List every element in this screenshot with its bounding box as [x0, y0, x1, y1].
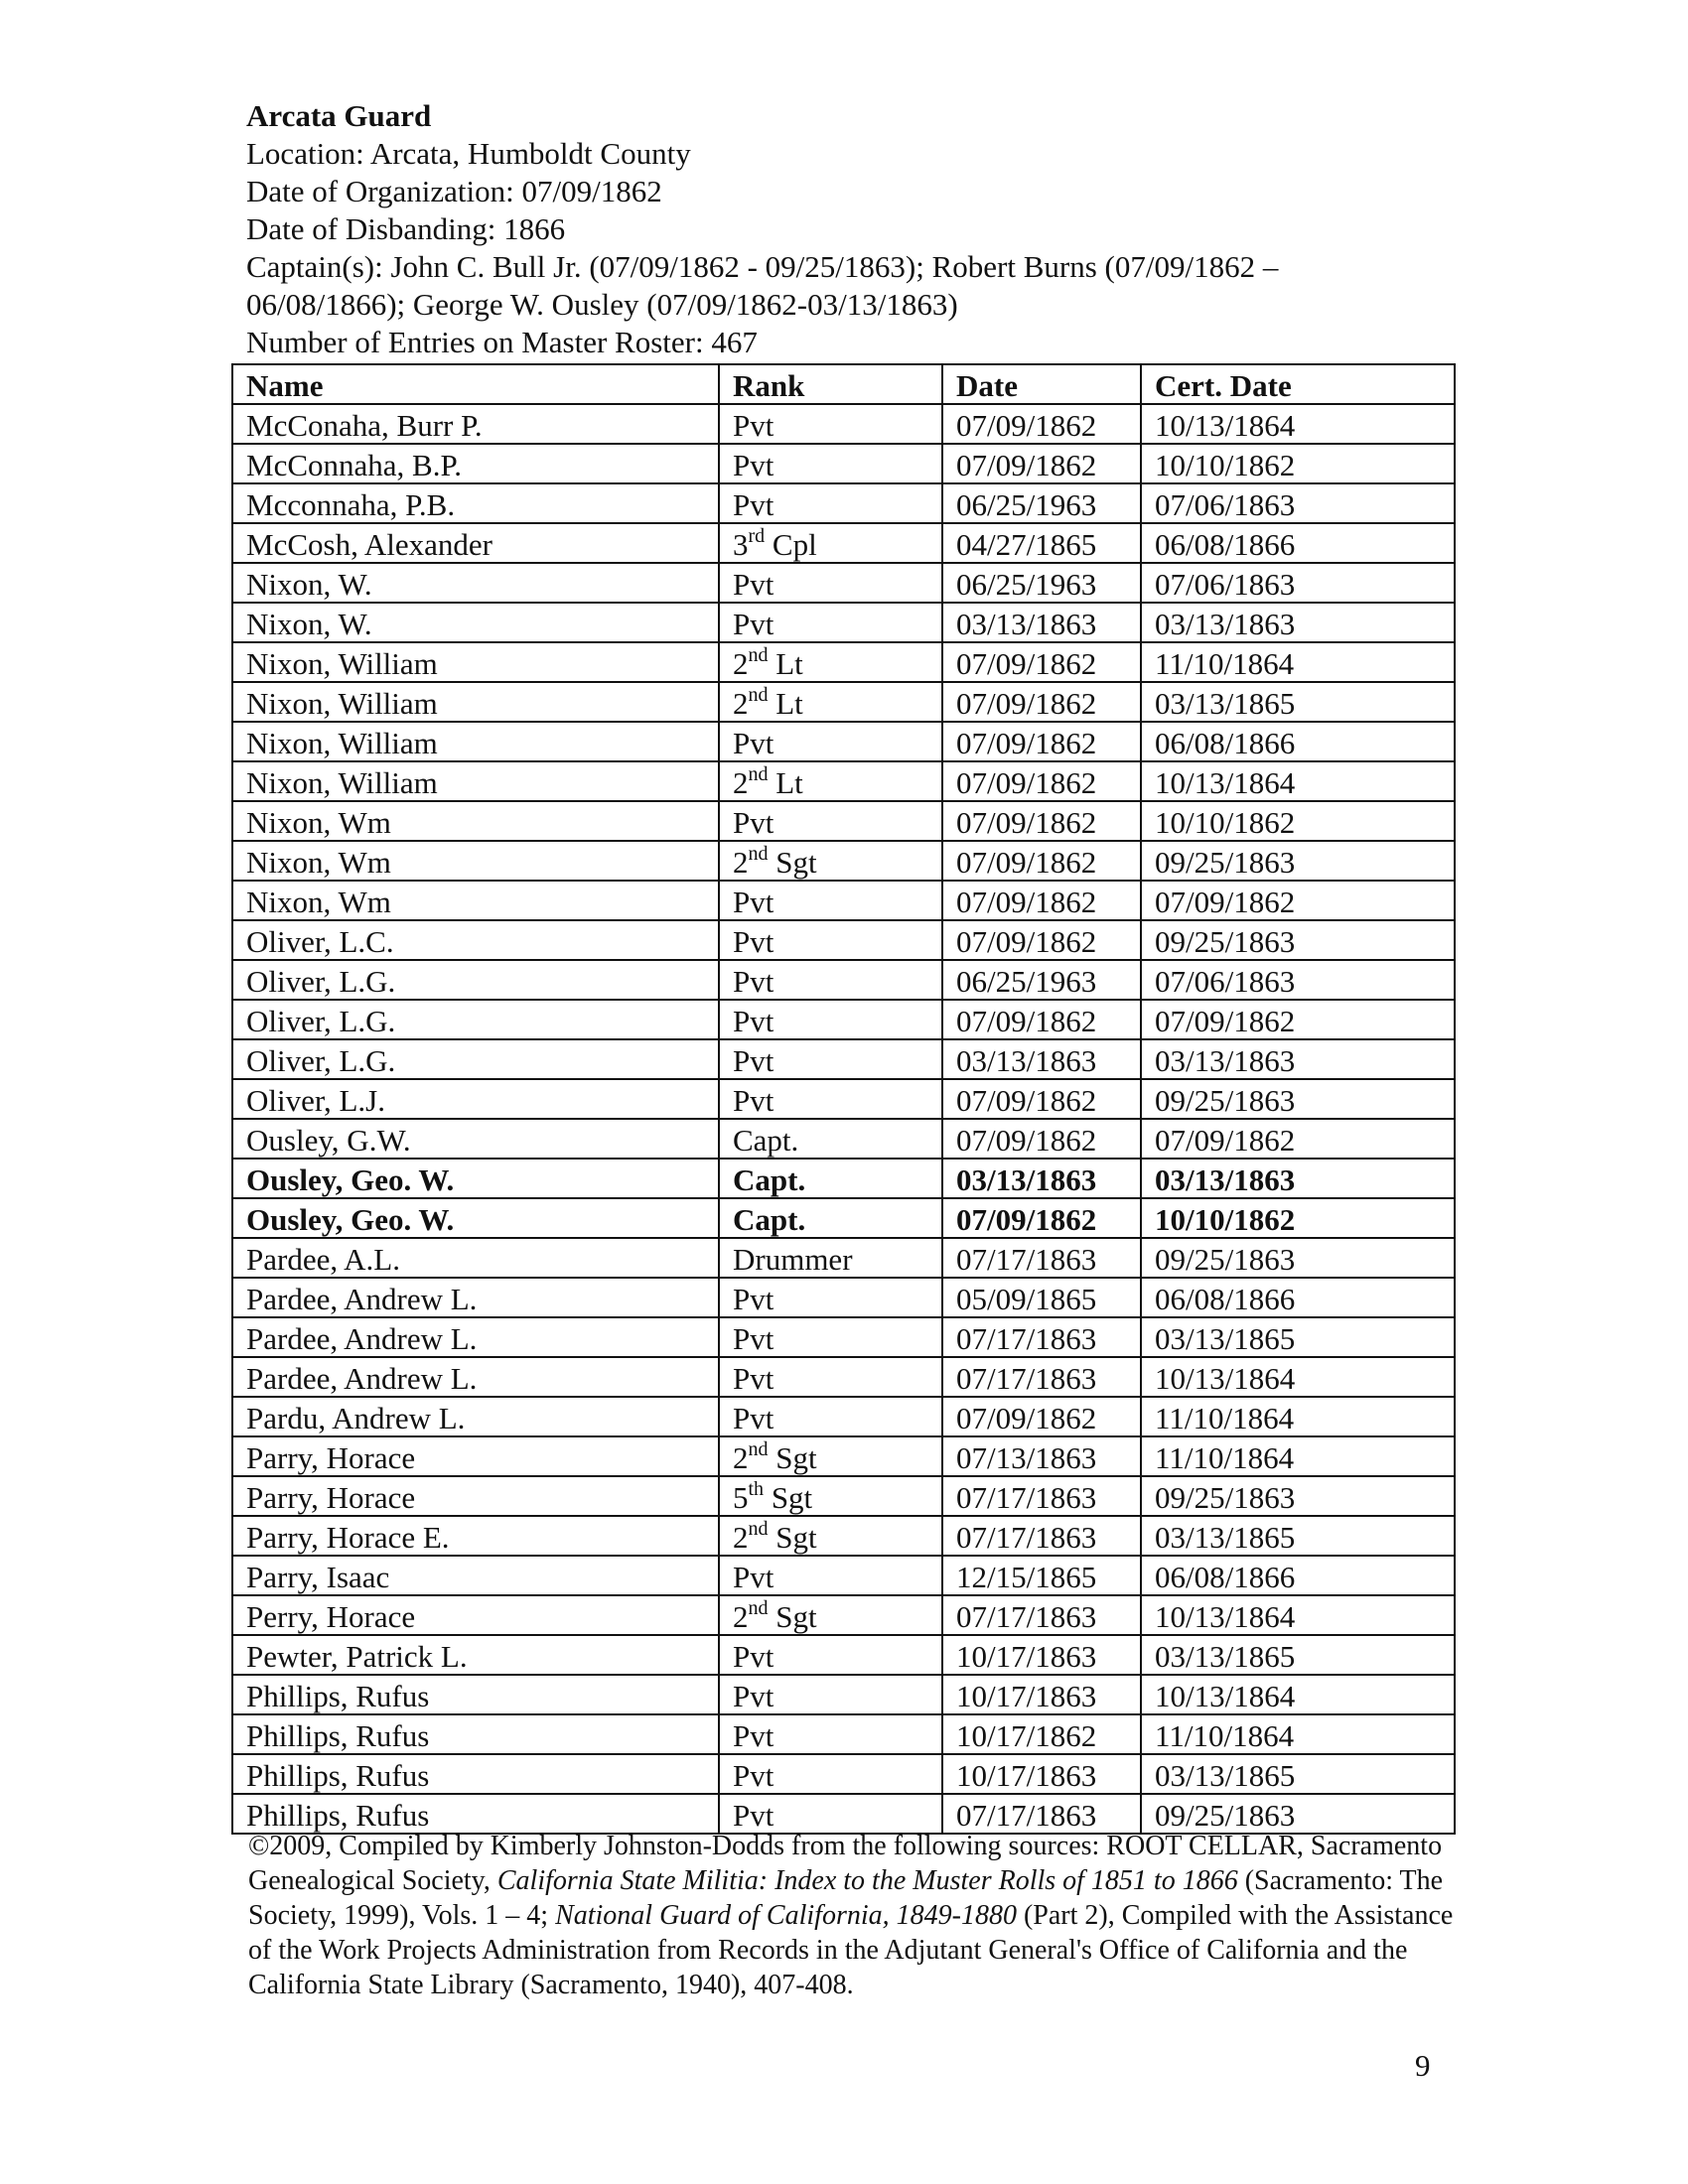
cell-rank — [719, 801, 942, 841]
cell-cert-date: 11/10/1864 — [1141, 1397, 1455, 1436]
cell-cert-date: 03/13/1865 — [1141, 1317, 1455, 1357]
unit-title: Arcata Guard — [246, 98, 432, 133]
rank-text: Pvt — [733, 567, 774, 602]
cell-cert-date: 09/25/1863 — [1141, 920, 1455, 960]
cell-cert-date: 09/25/1863 — [1141, 1476, 1455, 1516]
cell-name: Parry, Horace — [232, 1436, 719, 1476]
rank-text: Pvt — [733, 1679, 774, 1713]
cell-date: 07/17/1863 — [942, 1516, 1141, 1556]
cell-date: 07/17/1863 — [942, 1476, 1141, 1516]
cell-name: Phillips, Rufus — [232, 1675, 719, 1714]
roster-entries-count: Number of Entries on Master Roster: 467 — [246, 325, 758, 359]
rank-text: Pvt — [733, 1798, 774, 1833]
captains-line-1: Captain(s): John C. Bull Jr. (07/09/1862 - 09/25/1863); Robert Burns (07/09/1862 – — [246, 249, 1279, 284]
cell-name: Oliver, L.G. — [232, 1039, 719, 1079]
rank-ordinal-suffix: nd — [748, 1596, 769, 1619]
rank-text: 3 — [733, 527, 749, 562]
table-row — [232, 722, 1455, 761]
cell-name: Pardee, Andrew L. — [232, 1317, 719, 1357]
table-row — [232, 1595, 1455, 1635]
cell-name: Nixon, William — [232, 682, 719, 722]
cell-date: 07/17/1863 — [942, 1317, 1141, 1357]
table-row — [232, 801, 1455, 841]
cell-name: McConaha, Burr P. — [232, 404, 719, 444]
table-row — [232, 1635, 1455, 1675]
cell-rank — [719, 841, 942, 881]
rank-text: Pvt — [733, 1560, 774, 1594]
rank-text: Pvt — [733, 1718, 774, 1753]
rank-title: Lt — [768, 686, 803, 721]
rank-ordinal-suffix: nd — [748, 842, 769, 865]
cell-rank — [719, 1357, 942, 1397]
cell-date: 06/25/1963 — [942, 960, 1141, 1000]
table-row — [232, 1556, 1455, 1595]
cell-name: Nixon, William — [232, 642, 719, 682]
rank-text: Pvt — [733, 1401, 774, 1435]
cell-date: 03/13/1863 — [942, 1159, 1141, 1198]
cell-name: Phillips, Rufus — [232, 1794, 719, 1834]
cell-cert-date: 06/08/1866 — [1141, 1556, 1455, 1595]
cell-name: Nixon, Wm — [232, 881, 719, 920]
table-row — [232, 1119, 1455, 1159]
cell-name: Parry, Horace — [232, 1476, 719, 1516]
cell-date: 07/09/1862 — [942, 761, 1141, 801]
cell-date: 07/17/1863 — [942, 1238, 1141, 1278]
rank-title: Sgt — [764, 1480, 813, 1515]
rank-title: Sgt — [768, 1440, 817, 1475]
cell-date: 07/09/1862 — [942, 1397, 1141, 1436]
rank-title: Lt — [768, 646, 803, 681]
cell-date: 07/09/1862 — [942, 920, 1141, 960]
rank-text: 2 — [733, 1520, 749, 1555]
cell-date: 07/09/1862 — [942, 682, 1141, 722]
cell-date: 10/17/1863 — [942, 1675, 1141, 1714]
cell-date: 06/25/1963 — [942, 483, 1141, 523]
rank-ordinal-suffix: th — [748, 1477, 765, 1500]
cell-rank — [719, 1159, 942, 1198]
cell-rank — [719, 1317, 942, 1357]
cell-date: 03/13/1863 — [942, 1039, 1141, 1079]
rank-text: Pvt — [733, 1004, 774, 1038]
table-row — [232, 1198, 1455, 1238]
cell-cert-date: 09/25/1863 — [1141, 841, 1455, 881]
cell-date: 03/13/1863 — [942, 603, 1141, 642]
cell-date: 10/17/1863 — [942, 1635, 1141, 1675]
cell-rank — [719, 1476, 942, 1516]
table-row — [232, 761, 1455, 801]
rank-ordinal-suffix: nd — [748, 1517, 769, 1540]
rank-text: Pvt — [733, 607, 774, 641]
cell-name: Nixon, Wm — [232, 801, 719, 841]
cell-rank — [719, 523, 942, 563]
rank-text: Capt. — [733, 1202, 806, 1237]
cell-name: Perry, Horace — [232, 1595, 719, 1635]
cell-date: 06/25/1963 — [942, 563, 1141, 603]
rank-text: Pvt — [733, 1321, 774, 1356]
rank-title: Lt — [768, 765, 803, 800]
table-row — [232, 404, 1455, 444]
cell-rank — [719, 1595, 942, 1635]
captains-line-2: 06/08/1866); George W. Ousley (07/09/1862-03/13/1863) — [246, 287, 958, 322]
cell-cert-date: 10/13/1864 — [1141, 404, 1455, 444]
cell-date: 07/17/1863 — [942, 1357, 1141, 1397]
cell-date: 07/09/1862 — [942, 444, 1141, 483]
table-header-row — [232, 364, 1455, 404]
rank-text: Pvt — [733, 726, 774, 760]
cell-rank — [719, 563, 942, 603]
cell-name: Pewter, Patrick L. — [232, 1635, 719, 1675]
cell-name: Oliver, L.C. — [232, 920, 719, 960]
cell-cert-date: 10/10/1862 — [1141, 444, 1455, 483]
cell-rank — [719, 1436, 942, 1476]
cell-cert-date: 07/09/1862 — [1141, 881, 1455, 920]
cell-rank — [719, 1635, 942, 1675]
cell-cert-date: 07/06/1863 — [1141, 483, 1455, 523]
rank-text: 2 — [733, 1599, 749, 1634]
citation-text-2: (Sacramento: The Society, 1999), Vols. 1 – 4; — [248, 1865, 1443, 1931]
cell-name: Ousley, Geo. W. — [232, 1198, 719, 1238]
column-header-date: Date — [942, 364, 1141, 404]
cell-date: 07/17/1863 — [942, 1794, 1141, 1834]
table-row — [232, 1397, 1455, 1436]
cell-name: McConnaha, B.P. — [232, 444, 719, 483]
cell-date: 07/09/1862 — [942, 404, 1141, 444]
cell-cert-date: 09/25/1863 — [1141, 1079, 1455, 1119]
cell-date: 12/15/1865 — [942, 1556, 1141, 1595]
cell-cert-date: 10/13/1864 — [1141, 1675, 1455, 1714]
citation-text-1: ©2009, Compiled by Kimberly Johnston-Dodds from the following sources: ROOT CELLAR, Sacramento Genealogical Society, — [248, 1831, 1443, 1896]
rank-ordinal-suffix: nd — [748, 1437, 769, 1460]
roster-table-body — [232, 404, 1455, 1834]
cell-rank — [719, 1675, 942, 1714]
table-row — [232, 682, 1455, 722]
table-row — [232, 1754, 1455, 1794]
cell-date: 04/27/1865 — [942, 523, 1141, 563]
cell-rank — [719, 1397, 942, 1436]
table-row — [232, 1079, 1455, 1119]
cell-date: 07/09/1862 — [942, 881, 1141, 920]
cell-name: Parry, Isaac — [232, 1556, 719, 1595]
cell-rank — [719, 483, 942, 523]
cell-rank — [719, 1516, 942, 1556]
cell-cert-date: 09/25/1863 — [1141, 1238, 1455, 1278]
cell-rank — [719, 722, 942, 761]
cell-name: Oliver, L.G. — [232, 960, 719, 1000]
cell-cert-date: 07/06/1863 — [1141, 563, 1455, 603]
cell-date: 10/17/1863 — [942, 1754, 1141, 1794]
rank-text: 2 — [733, 1440, 749, 1475]
cell-cert-date: 11/10/1864 — [1141, 1714, 1455, 1754]
cell-cert-date: 03/13/1865 — [1141, 1635, 1455, 1675]
cell-cert-date: 06/08/1866 — [1141, 523, 1455, 563]
cell-cert-date: 10/13/1864 — [1141, 1595, 1455, 1635]
rank-ordinal-suffix: nd — [748, 643, 769, 666]
cell-rank — [719, 1754, 942, 1794]
cell-cert-date: 10/13/1864 — [1141, 1357, 1455, 1397]
column-header-rank: Rank — [719, 364, 942, 404]
rank-text: Pvt — [733, 408, 774, 443]
table-row — [232, 444, 1455, 483]
cell-rank — [719, 1714, 942, 1754]
table-row — [232, 642, 1455, 682]
table-row — [232, 1476, 1455, 1516]
cell-cert-date: 10/13/1864 — [1141, 761, 1455, 801]
table-row — [232, 1238, 1455, 1278]
rank-text: Pvt — [733, 1361, 774, 1396]
table-row — [232, 483, 1455, 523]
table-row — [232, 1714, 1455, 1754]
rank-text: Pvt — [733, 448, 774, 482]
cell-date: 07/09/1862 — [942, 722, 1141, 761]
cell-date: 07/09/1862 — [942, 841, 1141, 881]
cell-cert-date: 06/08/1866 — [1141, 1278, 1455, 1317]
rank-title: Cpl — [765, 527, 817, 562]
table-row — [232, 1000, 1455, 1039]
organization-date-line: Date of Organization: 07/09/1862 — [246, 174, 662, 208]
table-row — [232, 920, 1455, 960]
cell-name: McCosh, Alexander — [232, 523, 719, 563]
source-citation — [248, 1829, 1455, 2002]
rank-text: Pvt — [733, 805, 774, 840]
cell-date: 07/17/1863 — [942, 1595, 1141, 1635]
cell-cert-date: 11/10/1864 — [1141, 642, 1455, 682]
cell-date: 07/09/1862 — [942, 1000, 1141, 1039]
cell-cert-date: 10/10/1862 — [1141, 1198, 1455, 1238]
cell-name: Ousley, G.W. — [232, 1119, 719, 1159]
cell-rank — [719, 1119, 942, 1159]
cell-rank — [719, 642, 942, 682]
page-number: 9 — [1415, 2048, 1431, 2083]
table-row — [232, 1675, 1455, 1714]
cell-cert-date: 07/06/1863 — [1141, 960, 1455, 1000]
rank-text: Pvt — [733, 1639, 774, 1674]
cell-name: Phillips, Rufus — [232, 1714, 719, 1754]
rank-text: Pvt — [733, 1282, 774, 1316]
citation-title-1: California State Militia: Index to the Muster Rolls of 1851 to 1866 — [496, 1865, 1238, 1896]
table-row — [232, 1317, 1455, 1357]
cell-name: Nixon, W. — [232, 563, 719, 603]
citation-title-2: National Guard of California, 1849-1880 — [555, 1900, 1017, 1931]
cell-date: 07/09/1862 — [942, 801, 1141, 841]
cell-cert-date: 10/10/1862 — [1141, 801, 1455, 841]
table-row — [232, 1794, 1455, 1834]
cell-rank — [719, 1198, 942, 1238]
rank-text: Pvt — [733, 885, 774, 919]
roster-table — [231, 363, 1456, 1835]
cell-date: 07/09/1862 — [942, 1079, 1141, 1119]
cell-name: Oliver, L.J. — [232, 1079, 719, 1119]
cell-cert-date: 06/08/1866 — [1141, 722, 1455, 761]
table-row — [232, 1357, 1455, 1397]
cell-name: Phillips, Rufus — [232, 1754, 719, 1794]
cell-rank — [719, 404, 942, 444]
cell-cert-date: 07/09/1862 — [1141, 1119, 1455, 1159]
cell-date: 10/17/1862 — [942, 1714, 1141, 1754]
cell-rank — [719, 881, 942, 920]
rank-text: Pvt — [733, 964, 774, 999]
cell-name: Pardu, Andrew L. — [232, 1397, 719, 1436]
cell-name: Nixon, William — [232, 722, 719, 761]
rank-text: Capt. — [733, 1123, 799, 1158]
rank-ordinal-suffix: nd — [748, 762, 769, 785]
rank-text: Pvt — [733, 1758, 774, 1793]
cell-date: 07/13/1863 — [942, 1436, 1141, 1476]
cell-cert-date: 03/13/1863 — [1141, 1159, 1455, 1198]
cell-name: Mcconnaha, P.B. — [232, 483, 719, 523]
rank-text: 2 — [733, 646, 749, 681]
rank-text: 5 — [733, 1480, 749, 1515]
cell-rank — [719, 444, 942, 483]
rank-text: 2 — [733, 845, 749, 880]
cell-name: Pardee, Andrew L. — [232, 1357, 719, 1397]
rank-title: Sgt — [768, 845, 817, 880]
rank-text: Pvt — [733, 924, 774, 959]
table-row — [232, 563, 1455, 603]
rank-text: Pvt — [733, 487, 774, 522]
cell-rank — [719, 960, 942, 1000]
rank-text: Capt. — [733, 1162, 806, 1197]
table-row — [232, 881, 1455, 920]
cell-rank — [719, 682, 942, 722]
document-header — [246, 97, 1458, 361]
cell-name: Nixon, W. — [232, 603, 719, 642]
cell-cert-date: 03/13/1865 — [1141, 1516, 1455, 1556]
cell-rank — [719, 1238, 942, 1278]
cell-name: Parry, Horace E. — [232, 1516, 719, 1556]
cell-name: Nixon, Wm — [232, 841, 719, 881]
rank-ordinal-suffix: rd — [748, 524, 766, 547]
table-row — [232, 1436, 1455, 1476]
cell-name: Pardee, Andrew L. — [232, 1278, 719, 1317]
rank-title: Sgt — [768, 1599, 817, 1634]
citation-text-3: (Part 2), Compiled with the Assistance of the Work Projects Administration from Records in the Adjutant General's Office of California and the California State Library (Sacramento, 1940), 407-408. — [248, 1900, 1454, 2000]
cell-cert-date: 03/13/1865 — [1141, 1754, 1455, 1794]
column-header-cert-date: Cert. Date — [1141, 364, 1455, 404]
cell-date: 07/09/1862 — [942, 642, 1141, 682]
cell-rank — [719, 1794, 942, 1834]
rank-ordinal-suffix: nd — [748, 683, 769, 706]
rank-title: Sgt — [768, 1520, 817, 1555]
column-header-name: Name — [232, 364, 719, 404]
rank-text: 2 — [733, 765, 749, 800]
table-row — [232, 841, 1455, 881]
disbanding-date-line: Date of Disbanding: 1866 — [246, 211, 566, 246]
cell-cert-date: 03/13/1865 — [1141, 682, 1455, 722]
cell-rank — [719, 920, 942, 960]
cell-name: Nixon, William — [232, 761, 719, 801]
rank-text: 2 — [733, 686, 749, 721]
cell-cert-date: 11/10/1864 — [1141, 1436, 1455, 1476]
table-row — [232, 960, 1455, 1000]
table-row — [232, 1516, 1455, 1556]
cell-rank — [719, 1000, 942, 1039]
cell-name: Pardee, A.L. — [232, 1238, 719, 1278]
cell-date: 05/09/1865 — [942, 1278, 1141, 1317]
table-row — [232, 603, 1455, 642]
cell-rank — [719, 1079, 942, 1119]
location-line: Location: Arcata, Humboldt County — [246, 136, 691, 171]
cell-rank — [719, 1039, 942, 1079]
table-row — [232, 523, 1455, 563]
table-row — [232, 1039, 1455, 1079]
rank-text: Drummer — [733, 1242, 853, 1277]
cell-rank — [719, 761, 942, 801]
cell-rank — [719, 1556, 942, 1595]
cell-cert-date: 07/09/1862 — [1141, 1000, 1455, 1039]
rank-text: Pvt — [733, 1083, 774, 1118]
cell-rank — [719, 1278, 942, 1317]
table-row — [232, 1159, 1455, 1198]
rank-text: Pvt — [733, 1043, 774, 1078]
cell-cert-date: 03/13/1863 — [1141, 603, 1455, 642]
cell-name: Oliver, L.G. — [232, 1000, 719, 1039]
cell-name: Ousley, Geo. W. — [232, 1159, 719, 1198]
cell-cert-date: 03/13/1863 — [1141, 1039, 1455, 1079]
cell-cert-date: 09/25/1863 — [1141, 1794, 1455, 1834]
table-row — [232, 1278, 1455, 1317]
cell-date: 07/09/1862 — [942, 1198, 1141, 1238]
cell-date: 07/09/1862 — [942, 1119, 1141, 1159]
cell-rank — [719, 603, 942, 642]
